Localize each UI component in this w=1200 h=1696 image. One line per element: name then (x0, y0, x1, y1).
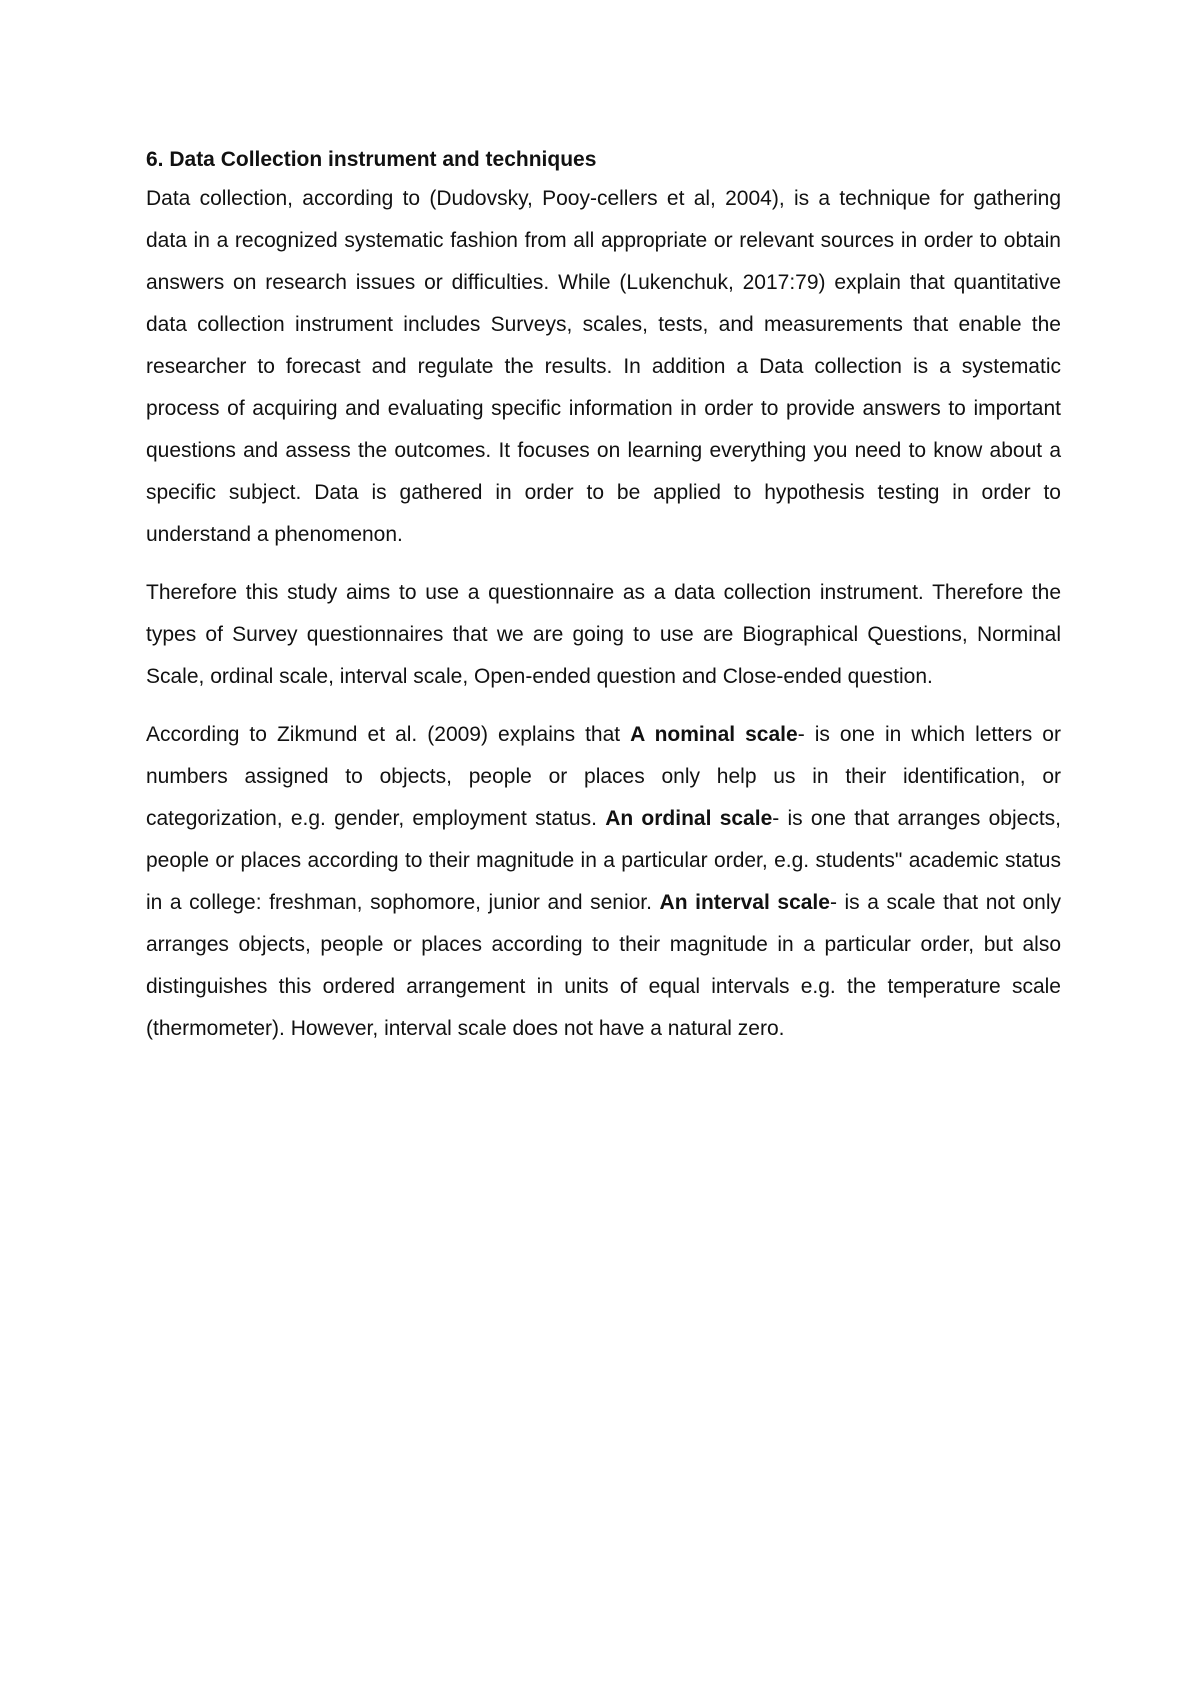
paragraph-scale-definitions (146, 714, 1061, 1050)
scale-intro-text: According to Zikmund et al. (2009) explains that (146, 723, 631, 746)
paragraph-questionnaire-instrument: Therefore this study aims to use a questionnaire as a data collection instrument. Therefore the types of Survey questionnaires that we are going to use are Biographical Questions, Norminal Scale, ordinal scale, interval scale, Open-ended question and Close-ended question. (146, 581, 1061, 688)
nominal-scale-text: - is one in which letters or numbers assigned to objects, people or places only help us in their identification, or categorization, e.g. gender, employment status. (146, 723, 1061, 830)
ordinal-scale-term: An ordinal scale (605, 807, 773, 830)
nominal-scale-term: A nominal scale (630, 723, 798, 746)
ordinal-scale-text: - is one that arranges objects, people or places according to their magnitude in a particular order, e.g. students" academic status in a college: freshman, sophomore, junior and senior. (146, 807, 1061, 914)
section-heading: 6. Data Collection instrument and techniques (146, 148, 597, 171)
document-body (146, 144, 1061, 1066)
paragraph-data-collection-definition: Data collection, according to (Dudovsky, Pooy-cellers et al, 2004), is a technique for gathering data in a recognized systematic fashion from all appropriate or relevant sources in order to obtain answers on research issues or difficulties. While (Lukenchuk, 2017:79) explain that quantitative data collection instrument includes Surveys, scales, tests, and measurements that enable the researcher to forecast and regulate the results. In addition a Data collection is a systematic process of acquiring and evaluating specific information in order to provide answers to important questions and assess the outcomes. It focuses on learning everything you need to know about a specific subject. Data is gathered in order to be applied to hypothesis testing in order to understand a phenomenon. (146, 187, 1061, 546)
interval-scale-term: An interval scale (659, 891, 830, 914)
interval-scale-text: - is a scale that not only arranges objects, people or places according to their magnitude in a particular order, but also distinguishes this ordered arrangement in units of equal intervals e.g. the temperature scale (thermometer). However, interval scale does not have a natural zero. (146, 891, 1062, 1040)
